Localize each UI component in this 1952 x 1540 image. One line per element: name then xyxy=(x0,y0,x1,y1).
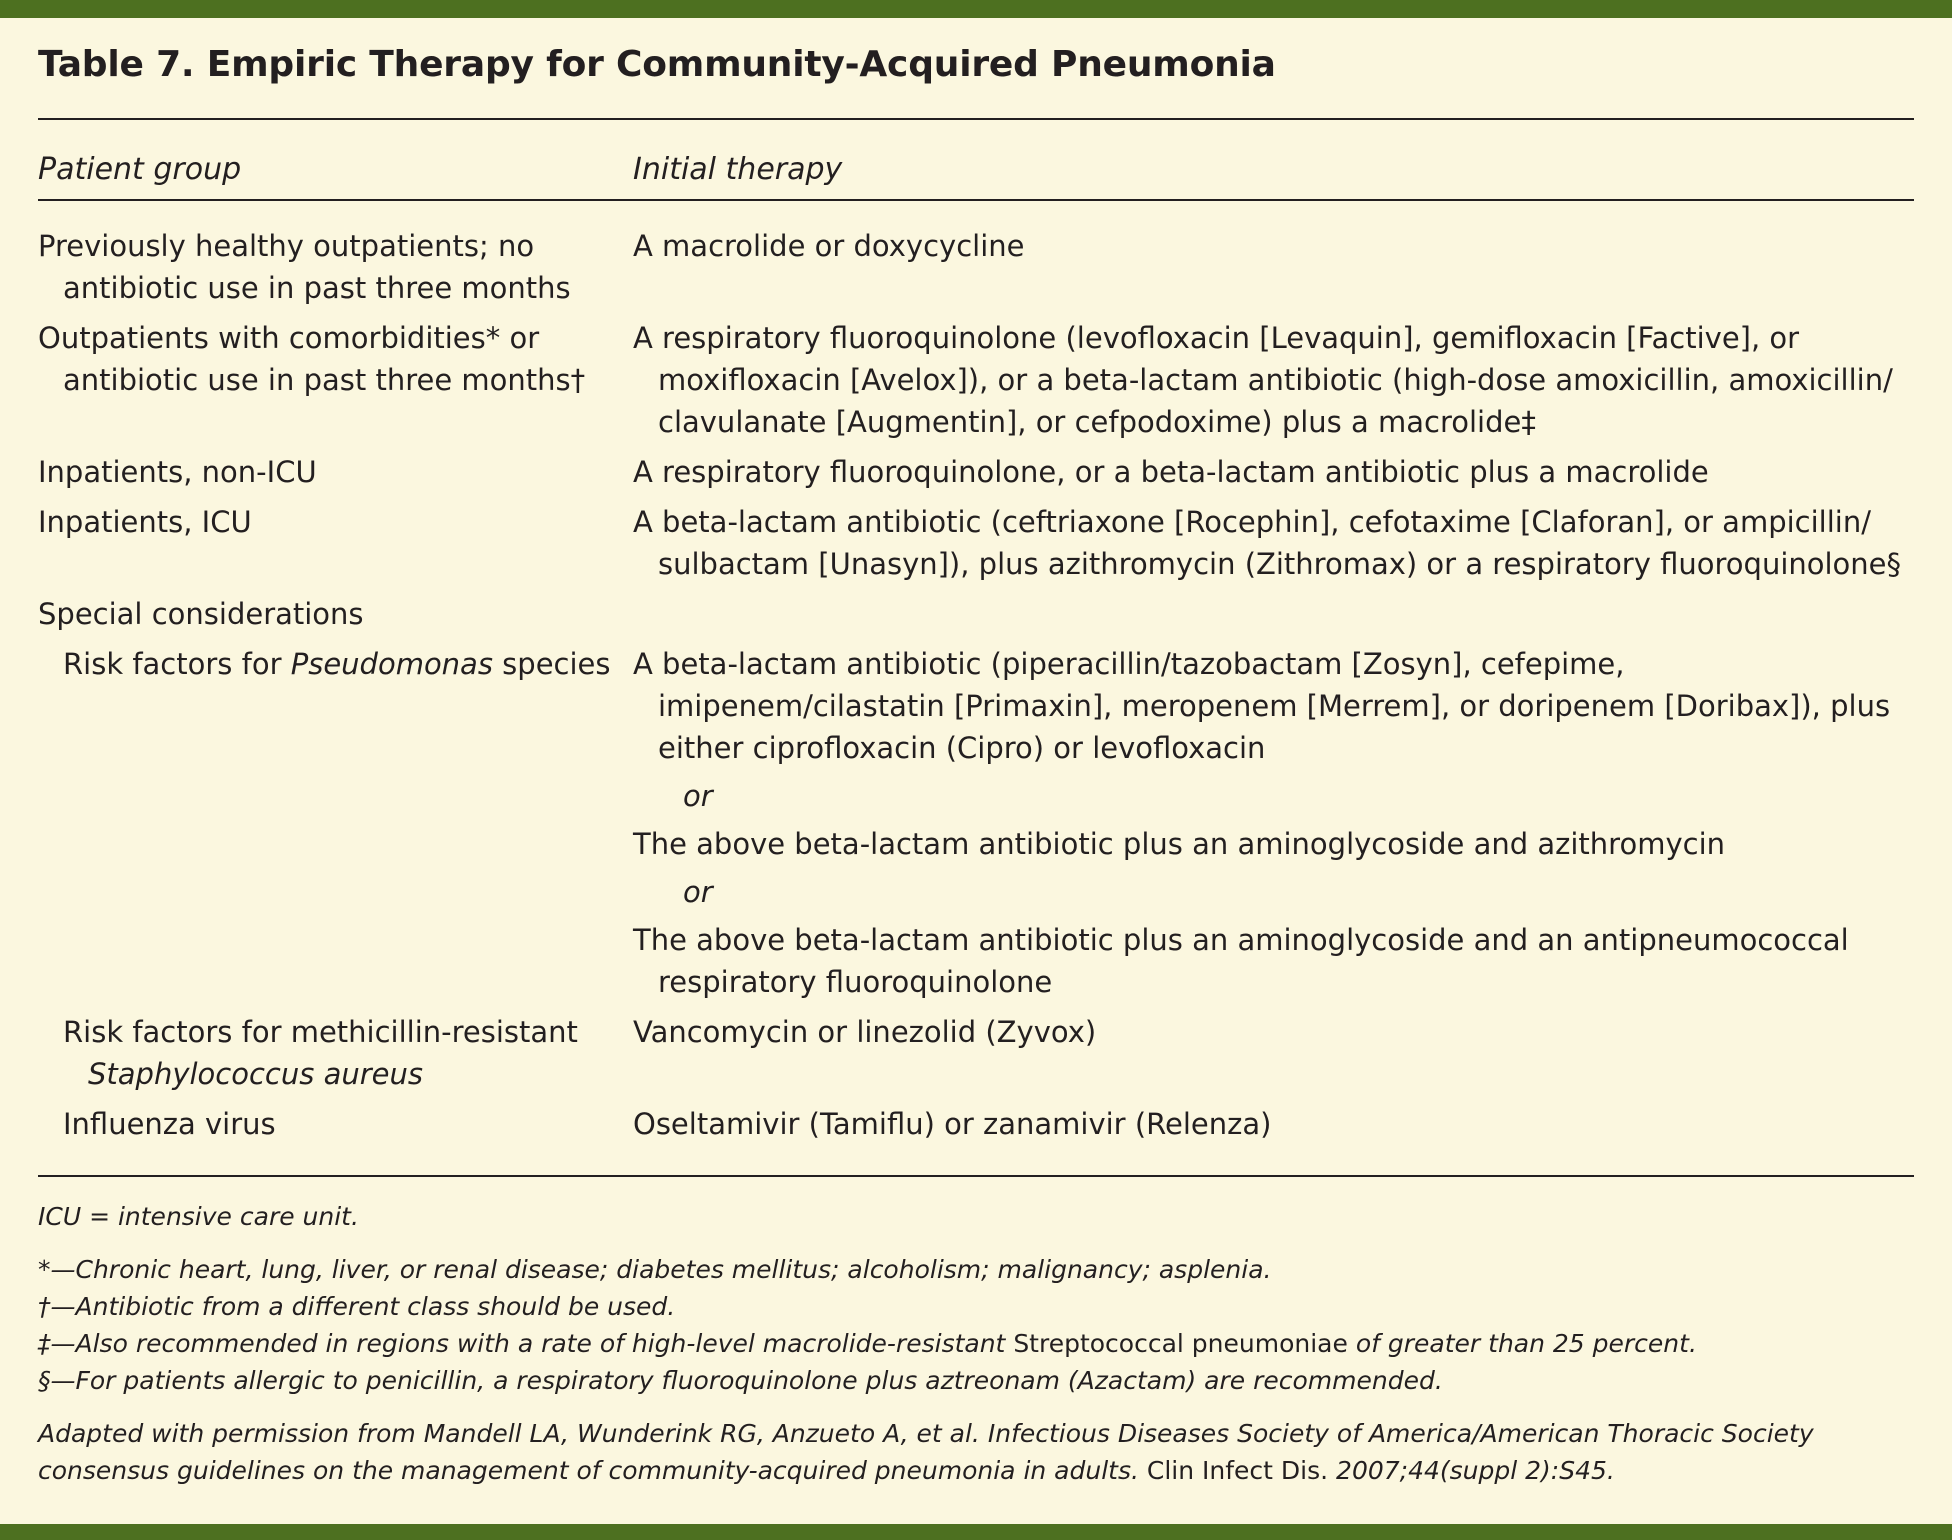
group-text: Risk factors for xyxy=(63,647,291,681)
or-separator: or xyxy=(683,779,713,813)
table-row xyxy=(38,225,1914,309)
table-row xyxy=(38,317,1914,443)
therapy-option: A beta-lactam antibiotic (piperacillin/tazobactam [Zosyn], cefepime, imipenem/cilastatin [Primaxin], meropenem [Merrem], or doripenem [Doribax]), plus either ciprofloxacin (Cipro) or levofloxacin xyxy=(633,647,1891,765)
top-band xyxy=(0,0,1952,18)
group-italic-text: Pseudomonas xyxy=(290,647,493,681)
therapy-cell: A respiratory fluoroquinolone, or a beta-lactam antibiotic plus a macrolide xyxy=(633,455,1709,489)
group-italic-text: Staphylococcus aureus xyxy=(88,1057,423,1091)
therapy-cell xyxy=(633,643,1914,1003)
header-initial-therapy: Initial therapy xyxy=(633,152,843,187)
therapy-cell: A beta-lactam antibiotic (ceftriaxone [Rocephin], cefotaxime [Claforan], or ampicillin/ sulbactam [Unasyn]), plus azithromycin (Zithromax) or a respiratory fluoroquinolone§ xyxy=(633,505,1902,581)
patient-group-cell: Outpatients with comorbidities* or antibiotic use in past three months† xyxy=(38,321,586,397)
table-row xyxy=(38,643,1914,1003)
bottom-rule xyxy=(38,1175,1914,1177)
patient-group-cell xyxy=(38,643,633,1003)
bottom-band xyxy=(0,1524,1952,1540)
source-citation: Adapted with permission from Mandell LA, Wunderink RG, Anzueto A, et al. Infectious Diseases Society of America/American Thoracic Society consensus guidelines on the management of community-acquired pneumonia in adults. Clin Infect Dis. 2007;44(suppl 2):S45. xyxy=(38,1419,1814,1485)
footnote-double-dagger: ‡—Also recommended in regions with a rate of high-level macrolide-resistant Streptococcal pneumoniae of greater than 25 percent. xyxy=(38,1329,1697,1358)
therapy-cell: Oseltamivir (Tamiflu) or zanamivir (Relenza) xyxy=(633,1107,1272,1141)
group-text: species xyxy=(492,647,611,681)
patient-group-cell: Influenza virus xyxy=(63,1107,276,1141)
table-title: Table 7. Empiric Therapy for Community-Acquired Pneumonia xyxy=(38,44,1276,85)
table-row xyxy=(38,501,1914,585)
patient-group-cell xyxy=(38,1011,633,1095)
patient-group-cell: Previously healthy outpatients; no antibiotic use in past three months xyxy=(38,229,571,305)
top-rule xyxy=(38,118,1914,120)
group-text: Risk factors for methicillin-resistant xyxy=(63,1015,578,1049)
table-row xyxy=(38,451,1914,493)
patient-group-cell: Inpatients, non-ICU xyxy=(38,455,317,489)
therapy-option: The above beta-lactam antibiotic plus an aminoglycoside and azithromycin xyxy=(633,827,1726,861)
footnote-star: *—Chronic heart, lung, liver, or renal disease; diabetes mellitus; alcoholism; malignancy; asplenia. xyxy=(38,1255,1272,1284)
header-rule xyxy=(38,199,1914,201)
therapy-option: The above beta-lactam antibiotic plus an aminoglycoside and an antipneumococcal respiratory fluoroquinolone xyxy=(633,923,1849,999)
table-body xyxy=(38,225,1914,1153)
table-row-section xyxy=(38,593,1914,635)
abbreviation-note: ICU = intensive care unit. xyxy=(38,1202,359,1231)
table-footnotes xyxy=(38,1198,1914,1489)
table-row xyxy=(38,1103,1914,1145)
footnote-section: §—For patients allergic to penicillin, a respiratory fluoroquinolone plus aztreonam (Azactam) are recommended. xyxy=(38,1366,1443,1395)
header-patient-group: Patient group xyxy=(38,152,242,187)
footnote-dagger: †—Antibiotic from a different class should be used. xyxy=(38,1292,676,1321)
therapy-cell: A respiratory fluoroquinolone (levofloxacin [Levaquin], gemifloxacin [Factive], or moxifloxacin [Avelox]), or a beta-lactam antibiotic (high-dose amoxicillin, amoxicillin/ clavulanate [Augmentin], or cefpodoxime) plus a macrolide‡ xyxy=(633,321,1893,439)
footnote-list xyxy=(38,1251,1914,1399)
section-heading: Special considerations xyxy=(38,597,364,631)
or-separator: or xyxy=(683,875,713,909)
therapy-cell: Vancomycin or linezolid (Zyvox) xyxy=(633,1015,1097,1049)
therapy-cell: A macrolide or doxycycline xyxy=(633,229,1025,263)
patient-group-cell: Inpatients, ICU xyxy=(38,505,252,539)
table-row xyxy=(38,1011,1914,1095)
